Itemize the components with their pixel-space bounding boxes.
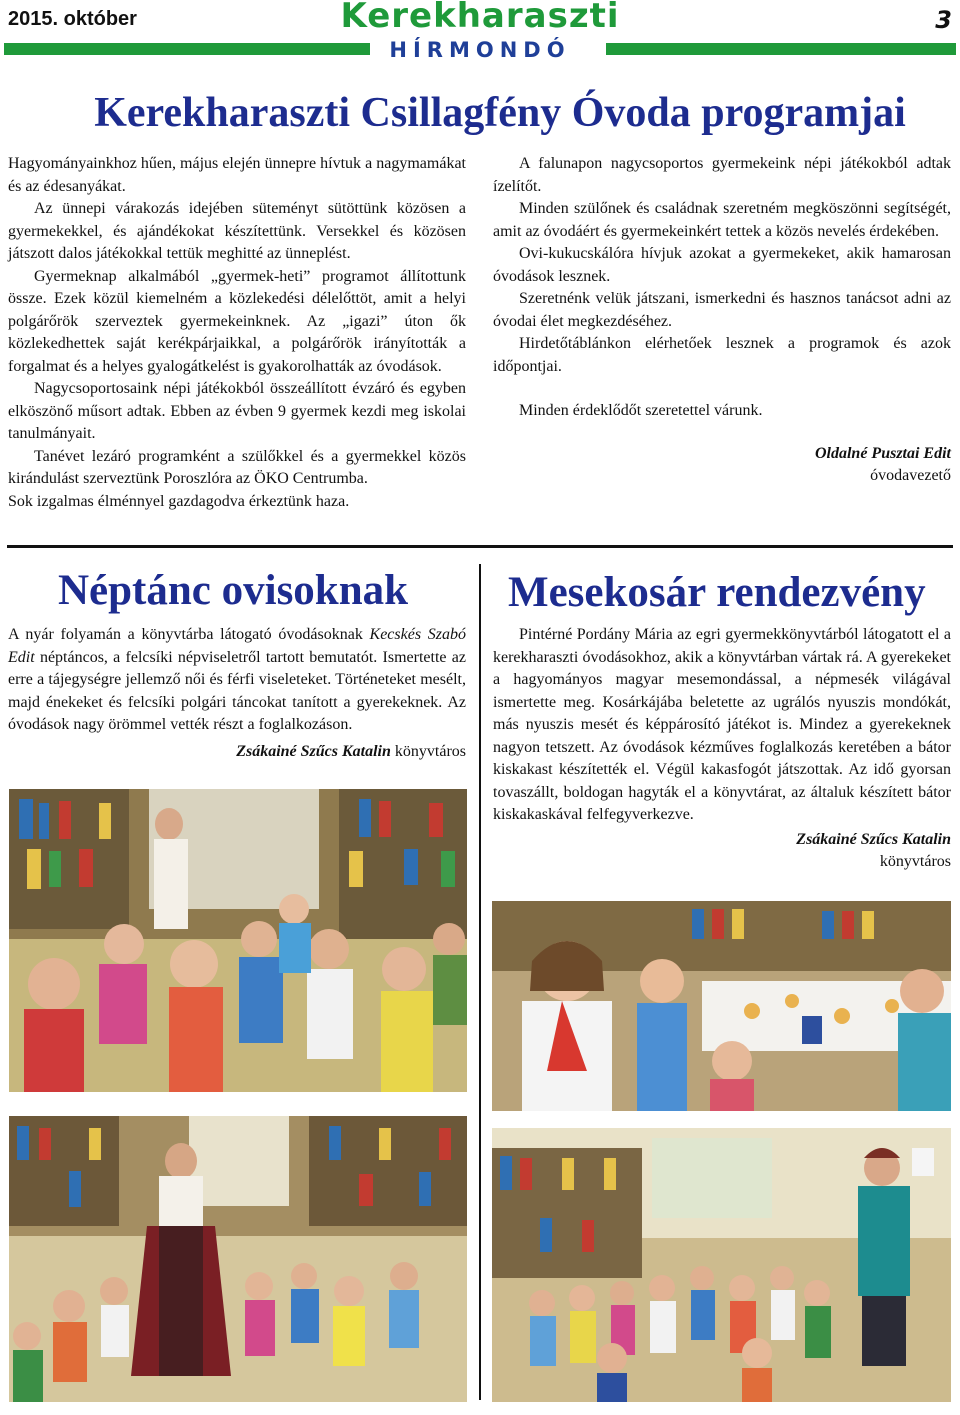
paragraph: A falunapon nagycsoportos gyermekeink népi játékokból adtak ízelítőt. xyxy=(493,155,951,195)
signature-name: Zsákainé Szűcs Katalin xyxy=(796,830,951,848)
article-ovoda-left-column xyxy=(8,153,466,513)
masthead-title: Kerekharaszti xyxy=(340,0,620,36)
article-title-ovoda: Kerekharaszti Csillagfény Óvoda programjai xyxy=(94,90,906,136)
signature-role: óvodavezető xyxy=(870,467,951,484)
signature-role: könyvtáros xyxy=(879,853,951,870)
paragraph: Nagycsoportosaink népi játékokból összeállított évzáró és egyben elköszönő műsort adtak. Ebben az évben 9 gyermek kezdi meg iskolai tanulmányait. xyxy=(8,380,466,442)
signature-name: Oldalné Pusztai Edit xyxy=(814,444,951,462)
photo-children-craft-table xyxy=(492,901,951,1111)
article-ovoda-right-column xyxy=(493,153,951,488)
paragraph: Pintérné Pordány Mária az egri gyermekkönyvtárból látogatott el a kerekharaszti óvodásokhoz, akik a könyvtárban vártak rá. A gyerekeket a hagyományos magyar mesemondással, a népmesék világával ismertette meg. Kosárkájába beletette az ugrálós nyuszis mondókát, más nyuszis mesét és képpárosító játékot is. Mindez a gyerekeknek nagyon tetszett. Az óvodások kézműves foglalkozás keretében a bátor kiskakast készítették el. Végül kakasfogót játszottak. Az idő gyorsan tovaszállt, boldogan hagyták el a könyvtárat, az általuk készített bátor kiskakaskával felfegyverkezve. xyxy=(493,626,951,823)
page-number: 3 xyxy=(935,6,952,34)
issue-date: 2015. október xyxy=(8,8,137,30)
paragraph: Hagyományainkhoz hűen, május elején ünnepre hívtuk a nagymamákat és az édesanyákat. xyxy=(8,155,466,195)
photo-storyteller-children-library xyxy=(492,1128,951,1402)
paragraph: Gyermeknap alkalmából „gyermek-heti” programot állítottunk össze. Ezek közül kiemelném a közlekedési délelőttöt, amit a helyi polgárőrök szerveztek gyermekeinknek. Az „igazi” úton ők közlekedhettek saját kerékpárjaikkal, a polgárőrök irányították a forgalmat és a helyes gyalogátkelést is gyakorolhatták az óvodások. xyxy=(8,267,466,375)
paragraph: Minden szülőnek és családnak szeretném megköszönni segítségét, amit az óvodáért és gyermekeinkért tettek a közös nevelés érdekében. xyxy=(493,200,951,240)
article-title-neptanc: Néptánc ovisoknak xyxy=(58,567,409,614)
performer-name: Kecskés Szabó Edit xyxy=(8,626,466,666)
article-neptanc-text xyxy=(8,624,466,763)
section-divider xyxy=(7,545,953,548)
photo-children-dancing-library xyxy=(9,789,467,1092)
paragraph: Szeretnénk velük játszani, ismerkedni és hasznos tanácsot adni az óvodai élet megkezdéséhez. xyxy=(493,290,951,330)
paragraph: Sok izgalmas élménnyel gazdagodva érkeztünk haza. xyxy=(8,492,350,510)
paragraph: A nyár folyamán a könyvtárba látogató óvodásoknak Kecskés Szabó Edit néptáncos, a felcsíki népviseletről tartott bemutatót. Ismertette az erre a tájegységre jellemző női és férfi viseleteket. Történeteket mesélt, majd énekeket és felcsíki polgári táncokat tanított a gyerekeknek. Az óvodások nagy örömmel vették részt a foglalkozáson. xyxy=(8,626,466,733)
paragraph: Hirdetőtáblánkon elérhetőek lesznek a programok és azok időpontjai. xyxy=(493,335,951,375)
masthead-subtitle: HÍRMONDÓ xyxy=(389,38,571,62)
signature: Zsákainé Szűcs Katalin könyvtáros xyxy=(236,742,466,760)
photo-folk-costume-dance xyxy=(9,1116,467,1402)
article-mesekosar-text xyxy=(493,624,951,874)
paragraph: Ovi-kukucskálóra hívjuk azokat a gyermekeket, akik hamarosan óvodások lesznek. xyxy=(493,245,951,285)
closing-line: Minden érdeklődőt szeretettel várunk. xyxy=(519,402,763,419)
paragraph: Az ünnepi várakozás idejében süteményt sütöttünk közösen a gyermekekkel, és ajándékokat készítettünk. Versekkel és közösen játszott dalos játékokkal tettük meghitté az ünneplést. xyxy=(8,200,466,262)
column-divider xyxy=(479,564,481,1400)
article-title-mesekosar: Mesekosár rendezvény xyxy=(508,569,926,616)
paragraph: Tanévet lezáró programként a szülőkkel és a gyermekkel közös kirándulást szerveztünk Poroszlóra az ÖKO Centrumba. xyxy=(8,447,466,487)
